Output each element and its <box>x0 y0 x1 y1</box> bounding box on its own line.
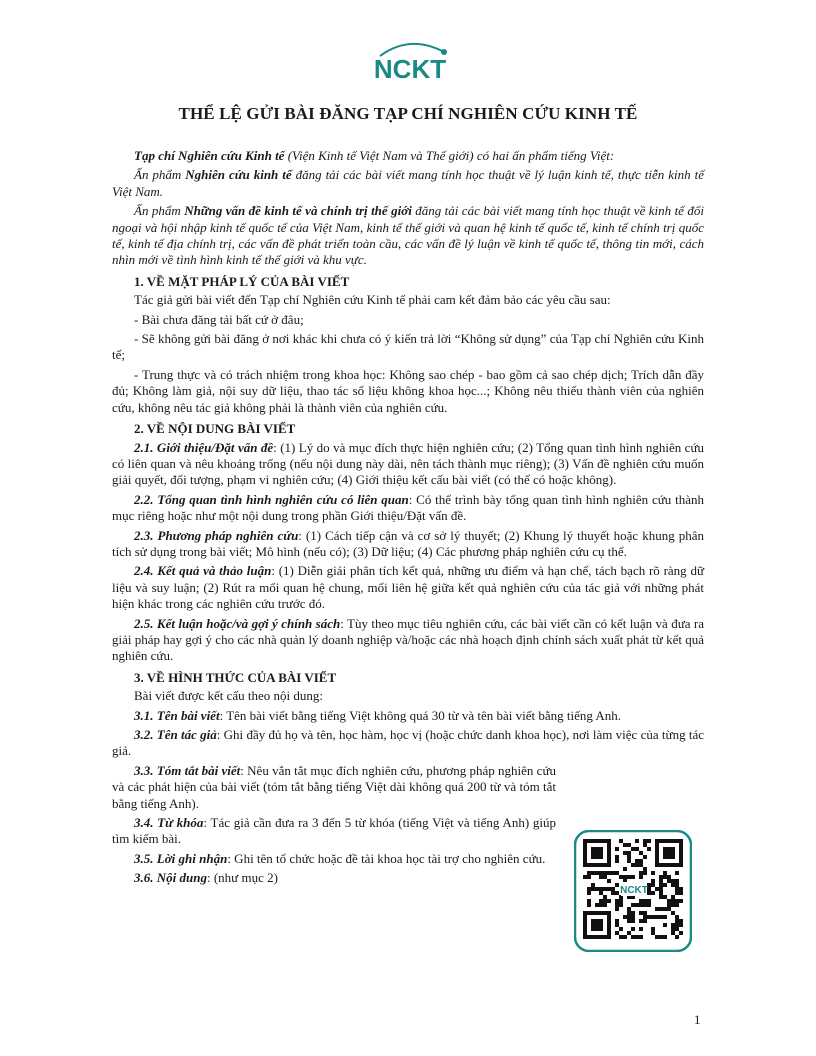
section-1-heading: 1. VỀ MẶT PHÁP LÝ CỦA BÀI VIẾT <box>134 273 350 289</box>
document-body <box>112 148 704 890</box>
section-2-item-5: 2.5. Kết luận hoặc/và gợi ý chính sách: Tùy theo mục tiêu nghiên cứu, các bài viết cần có kết luận và đưa ra giải pháp hay gợi ý cho các nhà quản lý doanh nghiệp và/hoặc các nhà hoạch định chính sách xuất phát từ kết quả nghiên cứu. <box>112 615 704 664</box>
section-2-heading: 2. VỀ NỘI DUNG BÀI VIẾT <box>134 421 296 437</box>
page-title: THỂ LỆ GỬI BÀI ĐĂNG TẠP CHÍ NGHIÊN CỨU KINH TẾ <box>178 104 638 123</box>
section-3-item-6: 3.6. Nội dung: (như mục 2) <box>134 870 278 886</box>
section-1-intro: Tác giả gửi bài viết đến Tạp chí Nghiên cứu Kinh tế phải cam kết đảm bảo các yêu cầu sau: <box>134 292 611 308</box>
section-3-item-5: 3.5. Lời ghi nhận: Ghi tên tổ chức hoặc đề tài khoa học tài trợ cho nghiên cứu. <box>134 850 546 866</box>
intro-paragraph-3: Ấn phẩm Những vấn đề kinh tế và chính trị thế giới đăng tải các bài viết mang tính học thuật về kinh tế đối ngoại và hội nhập kinh tế quốc tế của Việt Nam, kinh tế thế giới và quan hệ kinh tế quốc tế, kinh tế chính trị quốc tế, kinh tế địa chính trị, các vấn đề phát triển toàn cầu, các vấn đề lý luận về kinh tế quốc tế, thông tin mới, cách nhìn mới về tình hình kinh tế thế giới và khu vực. <box>112 203 704 268</box>
section-3-intro: Bài viết được kết cấu theo nội dung: <box>134 688 324 704</box>
section-3-item-2: 3.2. Tên tác giả: Ghi đầy đủ họ và tên, học hàm, học vị (hoặc chức danh khoa học), nơi làm việc của từng tác giả. <box>112 727 704 759</box>
qr-logo-text: NCKT <box>620 885 648 896</box>
section-1-bullet-3: - Trung thực và có trách nhiệm trong khoa học: Không sao chép - bao gồm cả sao chép dịch; Trích dẫn đầy đủ; Không làm giả, nội suy dữ liệu, thao tác số liệu không khoa học...; Không nêu thiếu thành viên của nghiên cứu, không nêu tác giả không phải là thành viên của nghiên cứu. <box>112 366 704 415</box>
section-3-item-4: 3.4. Từ khóa: Tác giả cần đưa ra 3 đến 5 từ khóa (tiếng Việt và tiếng Anh) giúp tìm kiếm bài. <box>112 815 556 847</box>
logo-text: NCKT <box>373 54 447 84</box>
section-2-item-4: 2.4. Kết quả và thảo luận: (1) Diễn giải phân tích kết quả, những ưu điểm và hạn chế, tách bạch rõ ràng dữ liệu và suy luận; (2) Rút ra mối quan hệ chung, mối liên hệ giữa kết quả nghiên cứu của tác giả với những phát hiện khác trong các nghiên cứu trước đó. <box>112 563 705 612</box>
intro-paragraph-2: Ấn phẩm Nghiên cứu kinh tế đăng tải các bài viết mang tính học thuật về lý luận kinh tế, thực tiễn kinh tế Việt Nam. <box>112 167 704 199</box>
nckt-logo <box>360 34 460 90</box>
section-3-item-1: 3.1. Tên bài viết: Tên bài viết bằng tiếng Việt không quá 30 từ và tên bài viết bằng tiếng Anh. <box>134 707 622 723</box>
section-1-bullet-1: - Bài chưa đăng tải bất cứ ở đâu; <box>134 311 304 327</box>
section-2-item-2: 2.2. Tổng quan tình hình nghiên cứu có liên quan: Có thể trình bày tổng quan tình hình nghiên cứu thành mục riêng hoặc như một nội dung trong phần Giới thiệu/Đặt vấn đề. <box>112 491 704 524</box>
section-2-item-3: 2.3. Phương pháp nghiên cứu: (1) Cách tiếp cận và cơ sở lý thuyết; (2) Khung lý thuyết hoặc khung phân tích sử dụng trong bài viết; Mô hình (nếu có); (3) Dữ liệu; (4) Các phương pháp nghiên cứu cụ thể. <box>112 527 704 559</box>
section-1-bullet-2: - Sẽ không gửi bài đăng ở nơi khác khi chưa có ý kiến trả lời “Không sử dụng” của Tạp chí Nghiên cứu Kinh tế; <box>112 331 704 363</box>
section-2-item-1: 2.1. Giới thiệu/Đặt vấn đề: (1) Lý do và mục đích thực hiện nghiên cứu; (2) Tổng quan tình hình nghiên cứu có liên quan và nêu khoảng trống (nếu nội dung này dài, nên tách thành mục riêng); (3) Vấn đề nghiên cứu muốn giải quyết, đối tượng, phạm vi nghiên cứu; (4) Giới thiệu kết cấu bài viết (có thể có hoặc không). <box>112 439 704 488</box>
qr-code[interactable] <box>574 830 692 952</box>
intro-paragraph-1: Tạp chí Nghiên cứu Kinh tế (Viện Kinh tế Việt Nam và Thế giới) có hai ấn phẩm tiếng Việt: <box>134 148 615 163</box>
section-3-heading: 3. VỀ HÌNH THỨC CỦA BÀI VIẾT <box>134 669 337 685</box>
page-number: 1 <box>694 1012 701 1027</box>
section-3-item-3: 3.3. Tóm tắt bài viết: Nêu vắn tắt mục đích nghiên cứu, phương pháp nghiên cứu và các phát hiện của bài viết (tóm tắt bằng tiếng Việt dài không quá 200 từ và tóm tắt bằng tiếng Anh). <box>112 762 556 811</box>
